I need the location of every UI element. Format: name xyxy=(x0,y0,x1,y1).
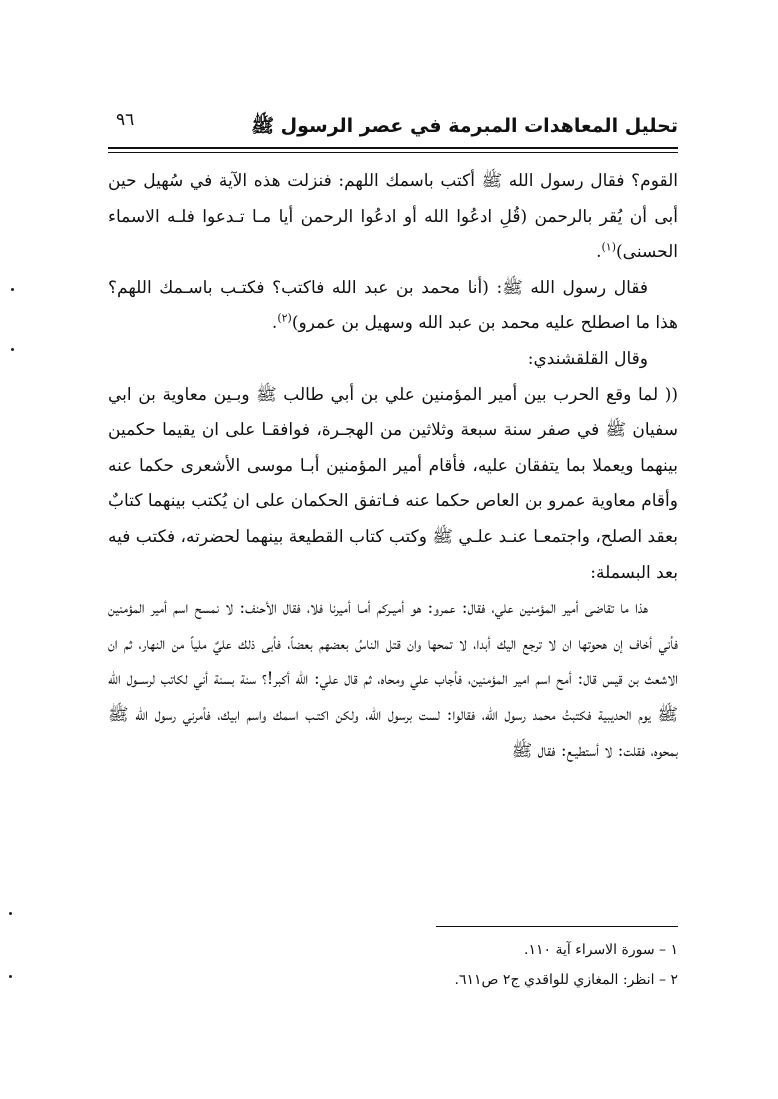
footnote-1: ١ – سورة الاسراء آية ١١٠. xyxy=(524,942,678,958)
paragraph-2-text: فقال رسول الله ﷺ: (أنا محمد بن عبد الله فاكتب؟ فكتـب باسـمك اللهم؟ هذا ما اصطلح عليه محمد بن عبد الله وسهيل بن عمرو) xyxy=(108,277,678,334)
footnotes xyxy=(300,935,678,995)
body-text xyxy=(108,164,678,769)
paragraph-5: هذا ما تقاضى أمير المؤمنين علي، فقال: عمرو: هو أميـركم أمـا أميرنا فلا، فقال الأحنف: لا نمسح اسم أمير المؤمنين فأني أخاف إن هحوتها ان لا ترجع اليك أبدا، لا تمحها وان قتل الناسُ بعضهم بعضاً، فأبى ذلك عليٌ ملياً من النهار، ثم ان الاشعث بن قيس قال: أمح اسم امير المؤمنين، فأجاب علي ومحاه، ثم قال علي: الله أكبر!؟ سنة بسنة أني لكاتب لرســول الله ﷺ يوم الحديبية فكتبتُ محمد رسول الله، فقالوا: لست برسول الله، ولكن اكتـب اسمك واسم ابيك، فأمرني رسول الله ﷺ بمحوه، فقلت: لا أستطيـع: فقال ﷺ xyxy=(108,598,678,761)
paragraph-2-end: . xyxy=(271,313,278,334)
header-title: تحليل المعاهدات المبرمة في عصر الرسول ﷺ xyxy=(251,115,678,137)
paragraph-1-text: القوم؟ فقال رسول الله ﷺ أكتب باسمك اللهم: فنزلت هذه الآية في سُهيل حين أبى أن يُقر بالرحمن (قُلِ ادعُوا الله أو ادعُوا الرحمن أيا مـا تـدعوا فلـه الاسماء الحسنى) xyxy=(108,171,678,263)
margin-mark xyxy=(9,975,12,978)
paragraph-1-end: . xyxy=(596,242,602,263)
paragraph-4: (( لما وقع الحرب بين أمير المؤمنين علي بن أبي طالب ﷺ وبـين معاوية بن ابي سفيان ﷺ في صفر سنة سبعة وثلاثين من الهجـرة، فوافقـا على ان يقيما حكمين بينهما ويعملا بما يتفقان عليه، فأقام أمير المؤمنين أبـا موسى الأشعرى حكما عنه وأقام معاوية عمرو بن العاص حكما عنه فـاتفق الحكمان على ان يُكتب بينهما كتابٌ بعقد الصلح، واجتمعـا عنـد علـي ﷺ وكتب كتاب القطيعة بينهما لحضرته، فكتب فيه بعد البسملة: xyxy=(107,384,678,583)
footnote-separator xyxy=(436,926,678,927)
footnote-ref-1: (١) xyxy=(601,240,617,254)
header-rule-thin xyxy=(108,152,678,153)
header-rule-thick xyxy=(108,147,678,149)
paragraph-3: وقال القلقشندي: xyxy=(527,348,648,369)
margin-mark xyxy=(11,288,14,291)
paragraph-1 xyxy=(108,164,678,271)
margin-mark xyxy=(11,348,14,351)
paragraph-2 xyxy=(108,271,678,342)
footnote-2: ٢ – انظر: المغازي للواقدي ج٢ ص٦١١. xyxy=(454,972,678,988)
margin-mark xyxy=(9,912,12,915)
page-number: ٩٦ xyxy=(116,110,135,130)
footnote-ref-2: (٢) xyxy=(277,311,292,325)
running-header xyxy=(108,110,678,142)
